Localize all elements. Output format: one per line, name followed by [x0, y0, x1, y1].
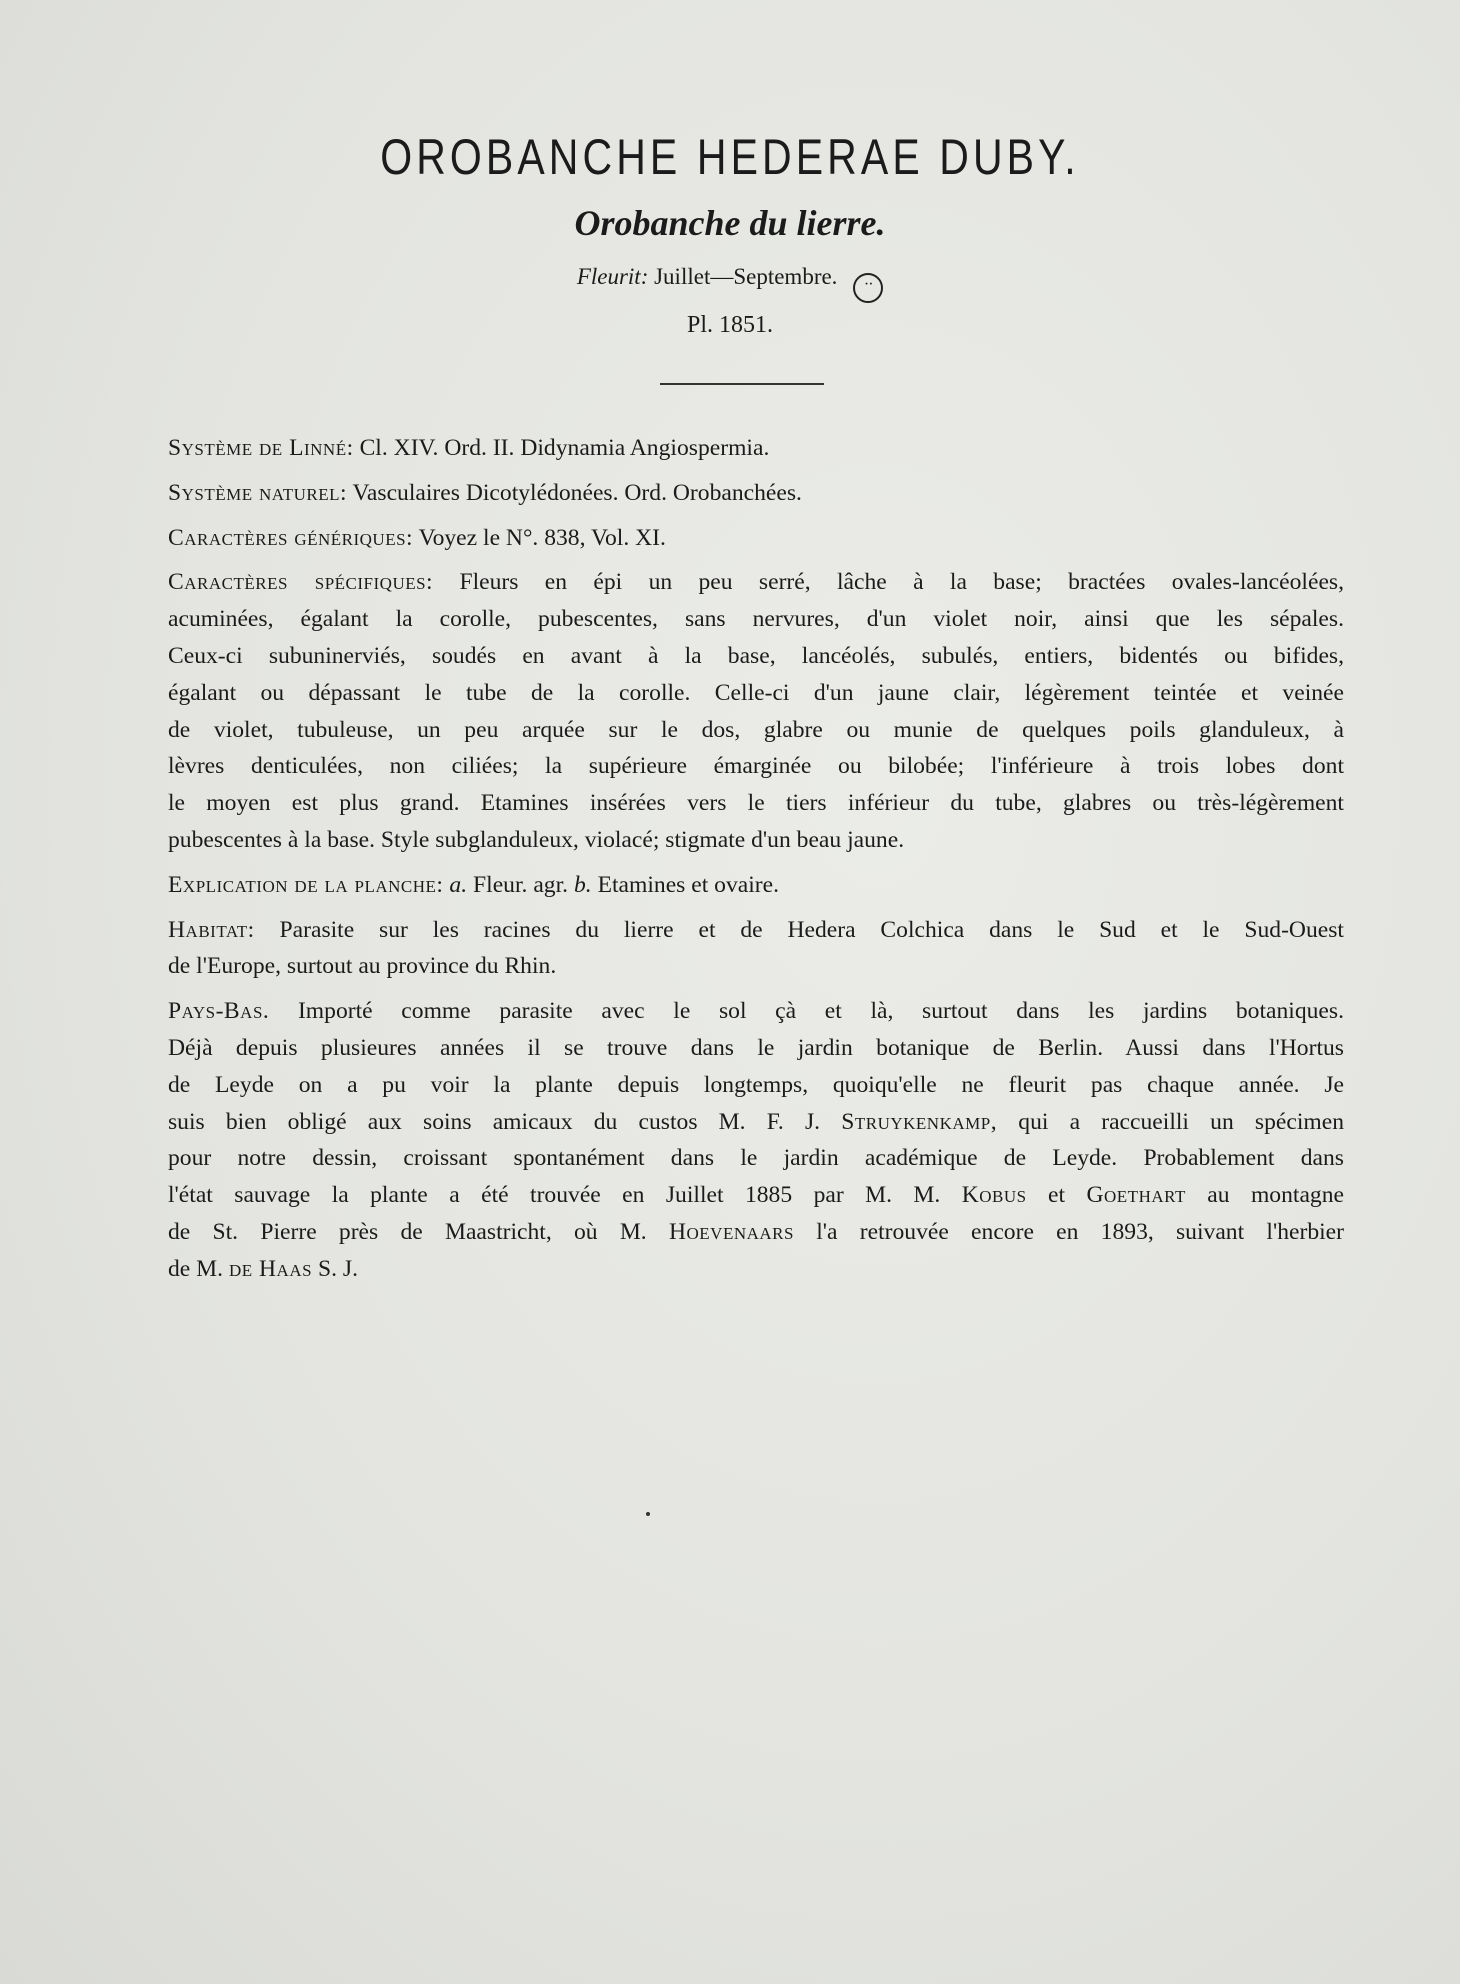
page-title: OROBANCHE HEDERAE DUBY. — [380, 129, 1080, 185]
person-name: Struykenkamp, — [841, 1108, 998, 1135]
flowering-line — [0, 264, 1460, 303]
text-line — [168, 1177, 1344, 1214]
text-line-content: Parasite sur les racines du lierre et de Hedera Colchica dans le Sud et le Sud-Ouest — [279, 916, 1344, 943]
person-name: Hoevenaars — [668, 1218, 794, 1245]
person-name: Kobus — [961, 1182, 1027, 1209]
text-line — [168, 1251, 1344, 1288]
text-line-content: suis bien obligé aux soins amicaux du custos M. F. J. — [168, 1108, 821, 1135]
figure-letter: b. — [573, 871, 592, 898]
text-line: de violet, tubuleuse, un peu arquée sur le dos, glabre ou munie de quelques poils glanduleux, à — [168, 716, 1344, 743]
text-line-content: et — [1048, 1182, 1066, 1209]
section-linne — [168, 430, 1344, 467]
text-line: égalant ou dépassant le tube de la corolle. Celle-ci d'un jaune clair, légèrement teintée et veinée — [168, 679, 1344, 706]
divider — [660, 383, 824, 385]
section-label: Habitat: — [168, 916, 255, 943]
text-line: acuminées, égalant la corolle, pubescentes, sans nervures, d'un violet noir, ainsi que les sépales. — [168, 606, 1344, 633]
section-label: Système naturel: — [168, 479, 348, 506]
section-text: Vasculaires Dicotylédonées. Ord. Orobanchées. — [352, 479, 802, 506]
description-body — [168, 430, 1344, 1296]
text-line: pubescentes à la base. Style subglanduleux, violacé; stigmate d'un beau jaune. — [168, 826, 905, 853]
section-label: Explication de la planche: — [168, 871, 444, 898]
flowering-label: Fleurit: — [576, 264, 649, 289]
text-line-content: l'état sauvage la plante a été trouvée en Juillet 1885 par M. M. — [168, 1182, 941, 1209]
section-label: Caractères spécifiques: — [168, 569, 434, 596]
text-line — [168, 564, 1344, 601]
section-generiques — [168, 520, 1344, 557]
section-text: Cl. XIV. Ord. II. Didynamia Angiospermia. — [359, 435, 770, 461]
flowering-period: Juillet—Septembre. — [654, 264, 838, 289]
text-line — [168, 912, 1344, 949]
text-line-content: Fleurs en épi un peu serré, lâche à la base; bractées ovales-lancéolées, — [459, 569, 1344, 596]
section-pays-bas — [168, 993, 1344, 1287]
figure-letter: a. — [449, 871, 468, 898]
biennial-symbol-icon: ·· — [853, 273, 883, 303]
figure-caption: Etamines et ovaire. — [597, 871, 780, 898]
section-explication — [168, 867, 1344, 904]
text-line: pour notre dessin, croissant spontanément dans le jardin académique de Leyde. Probablement dans — [168, 1145, 1344, 1172]
common-name: Orobanche du lierre. — [574, 203, 886, 243]
section-label: Système de Linné: — [168, 435, 354, 461]
text-line — [168, 1104, 1344, 1141]
text-line-content: S. J. — [317, 1255, 358, 1282]
text-line-content: qui a raccueilli un spécimen — [1018, 1108, 1344, 1135]
text-line-content: au montagne — [1207, 1182, 1344, 1209]
text-line-content: de M. — [168, 1255, 224, 1282]
text-line: de Leyde on a pu voir la plante depuis longtemps, quoiqu'elle ne fleurit pas chaque année. Je — [168, 1071, 1344, 1098]
section-label: Pays-Bas. — [168, 998, 270, 1025]
person-name: de Haas — [228, 1255, 313, 1282]
plate-number: Pl. 1851. — [686, 312, 773, 338]
text-line-content: l'a retrouvée encore en 1893, suivant l'herbier — [816, 1218, 1345, 1245]
person-name: Goethart — [1086, 1182, 1186, 1209]
text-line: de l'Europe, surtout au province du Rhin. — [168, 953, 557, 980]
text-line-content: de St. Pierre près de Maastricht, où M. — [168, 1218, 647, 1245]
section-label: Caractères génériques: — [168, 524, 414, 551]
print-speck — [646, 1512, 650, 1516]
text-line: Ceux-ci subuninerviés, soudés en avant à la base, lancéolés, subulés, entiers, bidentés ou bifides, — [168, 642, 1344, 669]
section-specifiques — [168, 564, 1344, 858]
figure-caption: Fleur. agr. — [473, 871, 569, 898]
text-line: Déjà depuis plusieures années il se trouve dans le jardin botanique de Berlin. Aussi dans l'Hortus — [168, 1034, 1344, 1061]
text-line-content: Importé comme parasite avec le sol çà et là, surtout dans les jardins botaniques. — [297, 998, 1344, 1025]
text-line — [168, 993, 1344, 1030]
section-text: Voyez le N°. 838, Vol. XI. — [418, 524, 666, 551]
section-habitat — [168, 912, 1344, 986]
text-line: lèvres denticulées, non ciliées; la supérieure émarginée ou bilobée; l'inférieure à trois lobes dont — [168, 753, 1344, 780]
text-line — [168, 1214, 1344, 1251]
text-line: le moyen est plus grand. Etamines insérées vers le tiers inférieur du tube, glabres ou très-légèrement — [168, 790, 1344, 817]
section-naturel — [168, 475, 1344, 512]
